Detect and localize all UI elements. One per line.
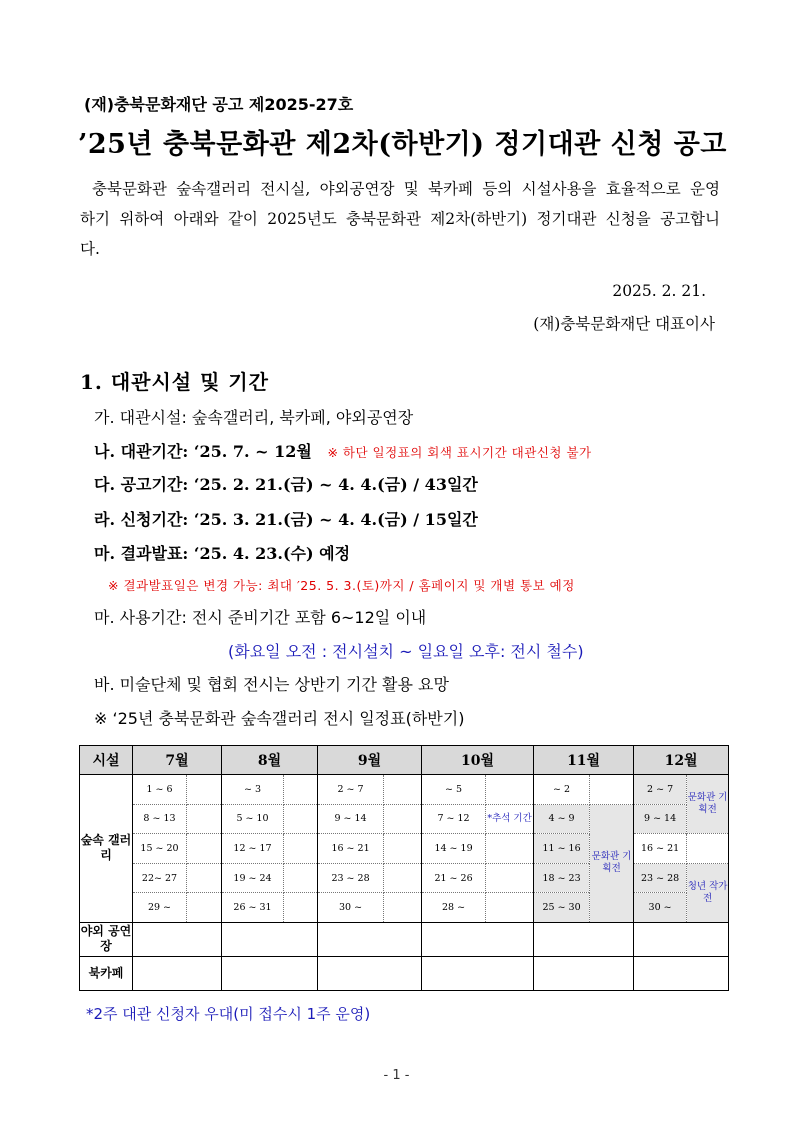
usage-period-detail: (화요일 오전 : 전시설치 ~ 일요일 오후: 전시 철수) — [228, 642, 584, 661]
cell-jul: 22~ 27 — [133, 863, 187, 893]
cell-aug: 5 ~ 10 — [222, 804, 284, 834]
page-number: - 1 - — [383, 1068, 410, 1083]
facility-outdoor: 야외 공연장 — [80, 922, 133, 956]
cell-dec: 16 ~ 21 — [634, 834, 687, 864]
page-title: ’25년 충북문화관 제2차(하반기) 정기대관 신청 공고 — [78, 129, 727, 160]
cell-sep: 9 ~ 14 — [318, 804, 384, 834]
footnote: *2주 대관 신청자 우대(미 접수시 1주 운영) — [86, 1005, 371, 1023]
header-month-oct: 10월 — [422, 746, 534, 775]
cell-jul: 15 ~ 20 — [133, 834, 187, 864]
header-facility: 시설 — [80, 746, 133, 775]
cell-aug: 19 ~ 24 — [222, 863, 284, 893]
signer: (재)충북문화재단 대표이사 — [533, 315, 715, 333]
cell-oct: 7 ~ 12 — [422, 804, 486, 834]
item-result-date: 마. 결과발표: ‘25. 4. 23.(수) 예정 — [94, 544, 351, 563]
item-usage-period: 마. 사용기간: 전시 준비기간 포함 6~12일 이내 — [94, 608, 427, 627]
rental-period-text: 나. 대관기간: ‘25. 7. ~ 12월 — [94, 442, 312, 461]
cell-jul: 29 ~ — [133, 893, 187, 923]
cell-sep: 30 ~ — [318, 893, 384, 923]
cell-aug: 12 ~ 17 — [222, 834, 284, 864]
notice-number: (재)충북문화재단 공고 제2025-27호 — [84, 95, 354, 114]
cell-jul: 1 ~ 6 — [133, 775, 187, 805]
cell-oct: 14 ~ 19 — [422, 834, 486, 864]
header-month-nov: 11월 — [534, 746, 634, 775]
table-row-bookcafe — [80, 956, 729, 990]
cell-dec: 30 ~ — [634, 893, 687, 923]
header-month-sep: 9월 — [318, 746, 422, 775]
facility-gallery: 숲속 갤러리 — [80, 775, 133, 923]
note-dec-exhibit: 문화관 기획전 — [687, 775, 729, 834]
note-chuseok: *추석 기간 — [486, 804, 534, 834]
cell-aug: ~ 3 — [222, 775, 284, 805]
header-month-dec: 12월 — [634, 746, 729, 775]
table-row-outdoor — [80, 922, 729, 956]
cell-aug: 26 ~ 31 — [222, 893, 284, 923]
rental-period-note: ※ 하단 일정표의 회색 표시기간 대관신청 불가 — [327, 445, 592, 460]
note-dec-youth: 청년 작가전 — [687, 863, 729, 922]
cell-nov: 18 ~ 23 — [534, 863, 590, 893]
cell-dec: 2 ~ 7 — [634, 775, 687, 805]
intro-paragraph: 충북문화관 숲속갤러리 전시실, 야외공연장 및 북카페 등의 시설사용을 효율적으로 운영하기 위하여 아래와 같이 2025년도 충북문화관 제2차(하반기) 정기대관 신청을 공고합니다. — [80, 180, 720, 258]
item-facilities: 가. 대관시설: 숲속갤러리, 북카페, 야외공연장 — [94, 408, 414, 427]
section-heading: 1. 대관시설 및 기간 — [80, 370, 270, 394]
item-notice-period: 다. 공고기간: ‘25. 2. 21.(금) ~ 4. 4.(금) / 43일간 — [94, 475, 478, 494]
cell-sep: 23 ~ 28 — [318, 863, 384, 893]
table-row — [80, 775, 729, 805]
result-date-note: ※ 결과발표일은 변경 가능: 최대 ′25. 5. 3.(토)까지 / 홈페이지 및 개별 통보 예정 — [108, 578, 575, 593]
cell-oct: ~ 5 — [422, 775, 486, 805]
cell-dec: 9 ~ 14 — [634, 804, 687, 834]
facility-bookcafe: 북카페 — [80, 956, 133, 990]
cell-oct: 21 ~ 26 — [422, 863, 486, 893]
cell-jul: 8 ~ 13 — [133, 804, 187, 834]
cell-nov: 25 ~ 30 — [534, 893, 590, 923]
schedule-table — [79, 745, 729, 991]
item-rental-period — [94, 439, 592, 462]
table-row — [80, 804, 729, 834]
cell-sep: 2 ~ 7 — [318, 775, 384, 805]
cell-dec: 23 ~ 28 — [634, 863, 687, 893]
cell-nov: 11 ~ 16 — [534, 834, 590, 864]
item-application-period: 라. 신청기간: ‘25. 3. 21.(금) ~ 4. 4.(금) / 15일간 — [94, 510, 478, 529]
cell-sep: 16 ~ 21 — [318, 834, 384, 864]
schedule-title: ※ ‘25년 충북문화관 숲속갤러리 전시 일정표(하반기) — [94, 709, 465, 728]
cell-oct: 28 ~ — [422, 893, 486, 923]
cell-nov: 4 ~ 9 — [534, 804, 590, 834]
note-nov-exhibit: 문화관 기획전 — [590, 804, 634, 922]
header-month-jul: 7월 — [133, 746, 222, 775]
header-month-aug: 8월 — [222, 746, 318, 775]
notice-date: 2025. 2. 21. — [612, 282, 706, 300]
cell-nov: ~ 2 — [534, 775, 590, 805]
item-group-exhibit: 바. 미술단체 및 협회 전시는 상반기 기간 활용 요망 — [94, 675, 449, 694]
